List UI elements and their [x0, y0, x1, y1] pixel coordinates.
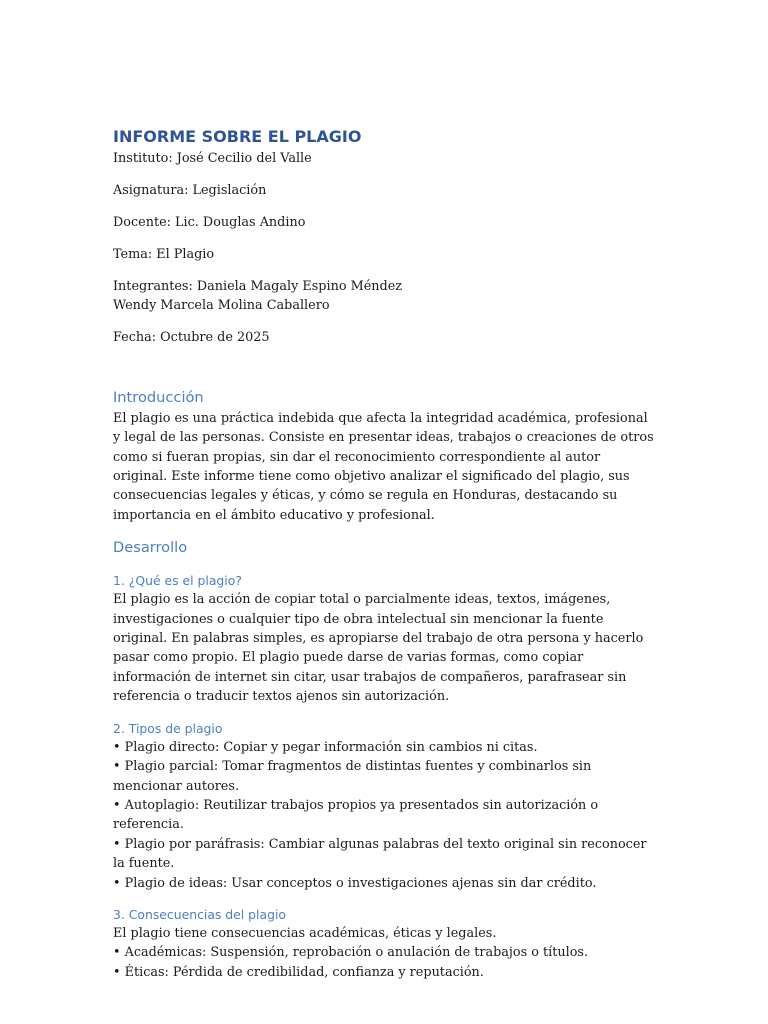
section-3-paragraph: El plagio tiene consecuencias académicas, éticas y legales.	[113, 925, 497, 941]
meta-docente: Docente: Lic. Douglas Andino	[113, 215, 306, 230]
list-item: • Éticas: Pérdida de credibilidad, confianza y reputación.	[113, 964, 484, 980]
heading-introduccion: Introducción	[113, 388, 204, 406]
heading-section-1: 1. ¿Qué es el plagio?	[113, 573, 242, 589]
document-metadata	[113, 149, 658, 348]
list-item: • Plagio por paráfrasis: Cambiar algunas palabras del texto original sin reconocer la fuente.	[113, 836, 647, 872]
list-item: • Plagio directo: Copiar y pegar información sin cambios ni citas.	[113, 739, 538, 755]
meta-fecha: Fecha: Octubre de 2025	[113, 330, 270, 346]
list-item: • Plagio parcial: Tomar fragmentos de distintas fuentes y combinarlos sin mencionar autores.	[113, 759, 592, 794]
list-item: • Plagio de ideas: Usar conceptos o investigaciones ajenas sin dar crédito.	[113, 875, 597, 891]
tipos-list	[113, 738, 658, 893]
section-1-paragraph: El plagio es la acción de copiar total o parcialmente ideas, textos, imágenes, investigaciones o cualquier tipo de obra intelectual sin mencionar la fuente original. En palabras simples, es apropiarse del trabajo de otra persona y hacerlo pasar como propio. El plagio puede darse de varias formas, como copiar información de internet sin citar, usar trabajos de compañeros, parafrasear sin referencia o traducir textos ajenos sin autorización.	[113, 592, 644, 705]
list-item: • Autoplagio: Reutilizar trabajos propios ya presentados sin autorización o referencia.	[113, 797, 599, 833]
list-item: • Académicas: Suspensión, reprobación o anulación de trabajos o títulos.	[113, 945, 589, 961]
meta-asignatura: Asignatura: Legislación	[113, 183, 267, 198]
document-title: INFORME SOBRE EL PLAGIO	[113, 127, 362, 146]
heading-section-2: 2. Tipos de plagio	[113, 720, 223, 736]
consecuencias-list	[113, 943, 658, 982]
meta-instituto: Instituto: José Cecilio del Valle	[113, 151, 312, 166]
meta-integrantes-line-1: Integrantes: Daniela Magaly Espino Méndez	[113, 279, 403, 294]
meta-integrantes-line-2: Wendy Marcela Molina Caballero	[113, 298, 330, 314]
introduccion-paragraph: El plagio es una práctica indebida que afecta la integridad académica, profesional y legal de las personas. Consiste en presentar ideas, trabajos o creaciones de otros como si fueran propias, sin dar el reconocimiento correspondiente al autor original. Este informe tiene como objetivo analizar el significado del plagio, sus consecuencias legales y éticas, y cómo se regula en Honduras, destacando su importancia en el ámbito educativo y profesional.	[113, 410, 654, 523]
heading-section-3: 3. Consecuencias del plagio	[113, 906, 286, 922]
document-page	[113, 120, 658, 982]
heading-desarrollo: Desarrollo	[113, 539, 188, 557]
meta-tema: Tema: El Plagio	[113, 247, 215, 262]
